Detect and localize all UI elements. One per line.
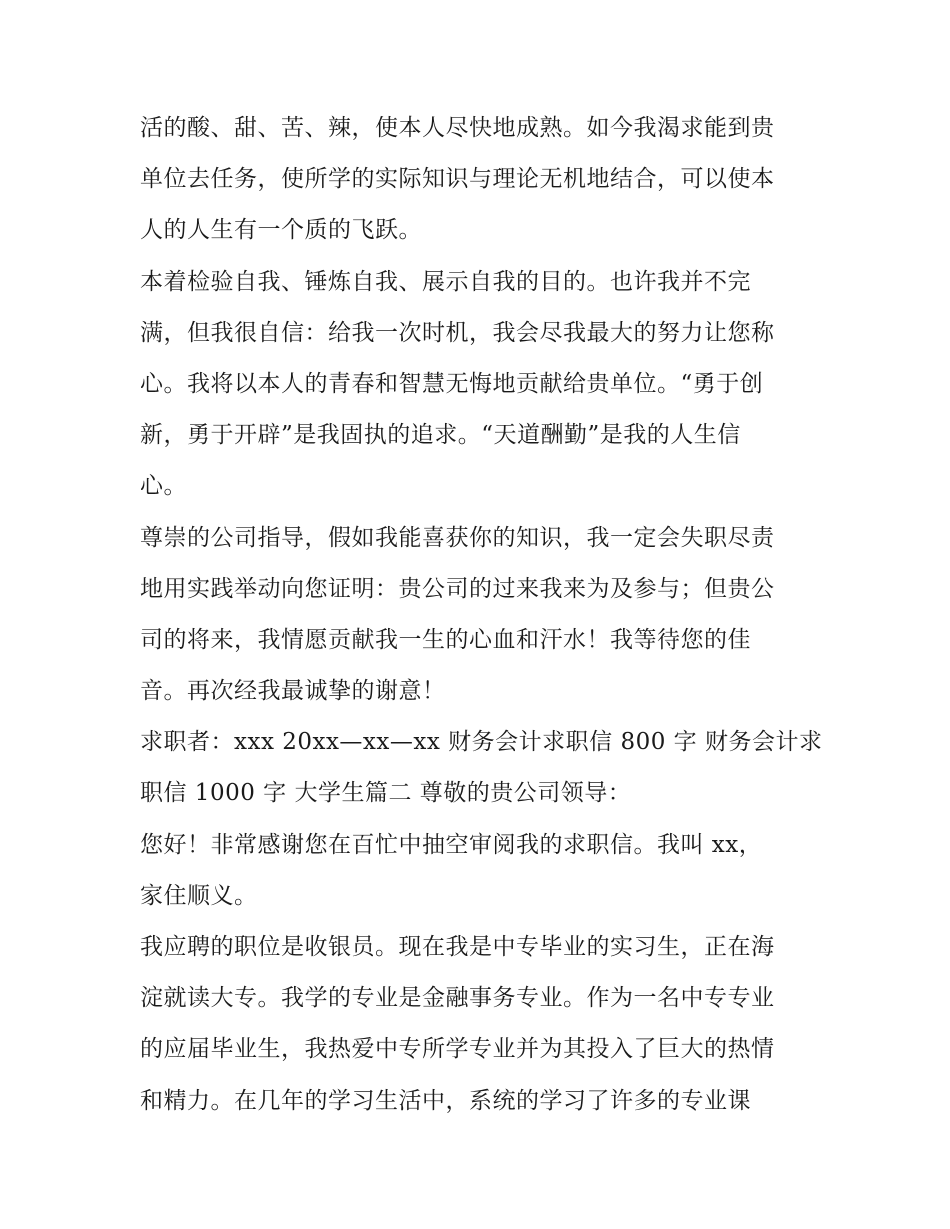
text-line: 司的将来，我情愿贡献我一生的心血和汗水！我等待您的佳 xyxy=(140,626,751,653)
text-line: 满，但我很自信：给我一次时机，我会尽我最大的努力让您称 xyxy=(140,319,775,346)
text-line: 活的酸、甜、苦、辣，使本人尽快地成熟。如今我渴求能到贵 xyxy=(140,115,775,141)
text-line: 心。 xyxy=(140,473,187,500)
text-line: 新，勇于开辟”是我固执的追求。“天道酬勤”是我的人生信 xyxy=(140,422,741,449)
text-line: 家住顺义。 xyxy=(140,882,258,909)
text-line: 职信 1000 字 大学生篇二 尊敬的贵公司领导： xyxy=(140,780,632,807)
text-line: 音。再次经我最诚挚的谢意！ xyxy=(140,678,446,705)
text-line: 人的人生有一个质的飞跃。 xyxy=(140,217,422,244)
document-body xyxy=(140,103,823,1127)
text-line: 地用实践举动向您证明：贵公司的过来我来为及参与；但贵公 xyxy=(140,575,775,602)
text-line: 本着检验自我、锤炼自我、展示自我的目的。也许我并不完 xyxy=(140,268,751,295)
text-line: 求职者：xxx 20xx—xx—xx 财务会计求职信 800 字 财务会计求 xyxy=(140,729,823,756)
text-line: 淀就读大专。我学的专业是金融事务专业。作为一名中专专业 xyxy=(140,985,775,1012)
text-line: 您好！非常感谢您在百忙中抽空审阅我的求职信。我叫 xx， xyxy=(140,831,763,858)
text-line: 尊崇的公司指导，假如我能喜获你的知识，我一定会失职尽责 xyxy=(140,524,775,551)
text-line: 我应聘的职位是收银员。现在我是中专毕业的实习生，正在海 xyxy=(140,934,775,960)
text-line: 和精力。在几年的学习生活中，系统的学习了许多的专业课 xyxy=(140,1087,751,1114)
text-line: 的应届毕业生，我热爱中专所学专业并为其投入了巨大的热情 xyxy=(140,1036,775,1063)
text-line: 心。我将以本人的青春和智慧无悔地贡献给贵单位。“勇于创 xyxy=(140,370,764,397)
text-line: 单位去任务，使所学的实际知识与理论无机地结合，可以使本 xyxy=(140,166,775,193)
